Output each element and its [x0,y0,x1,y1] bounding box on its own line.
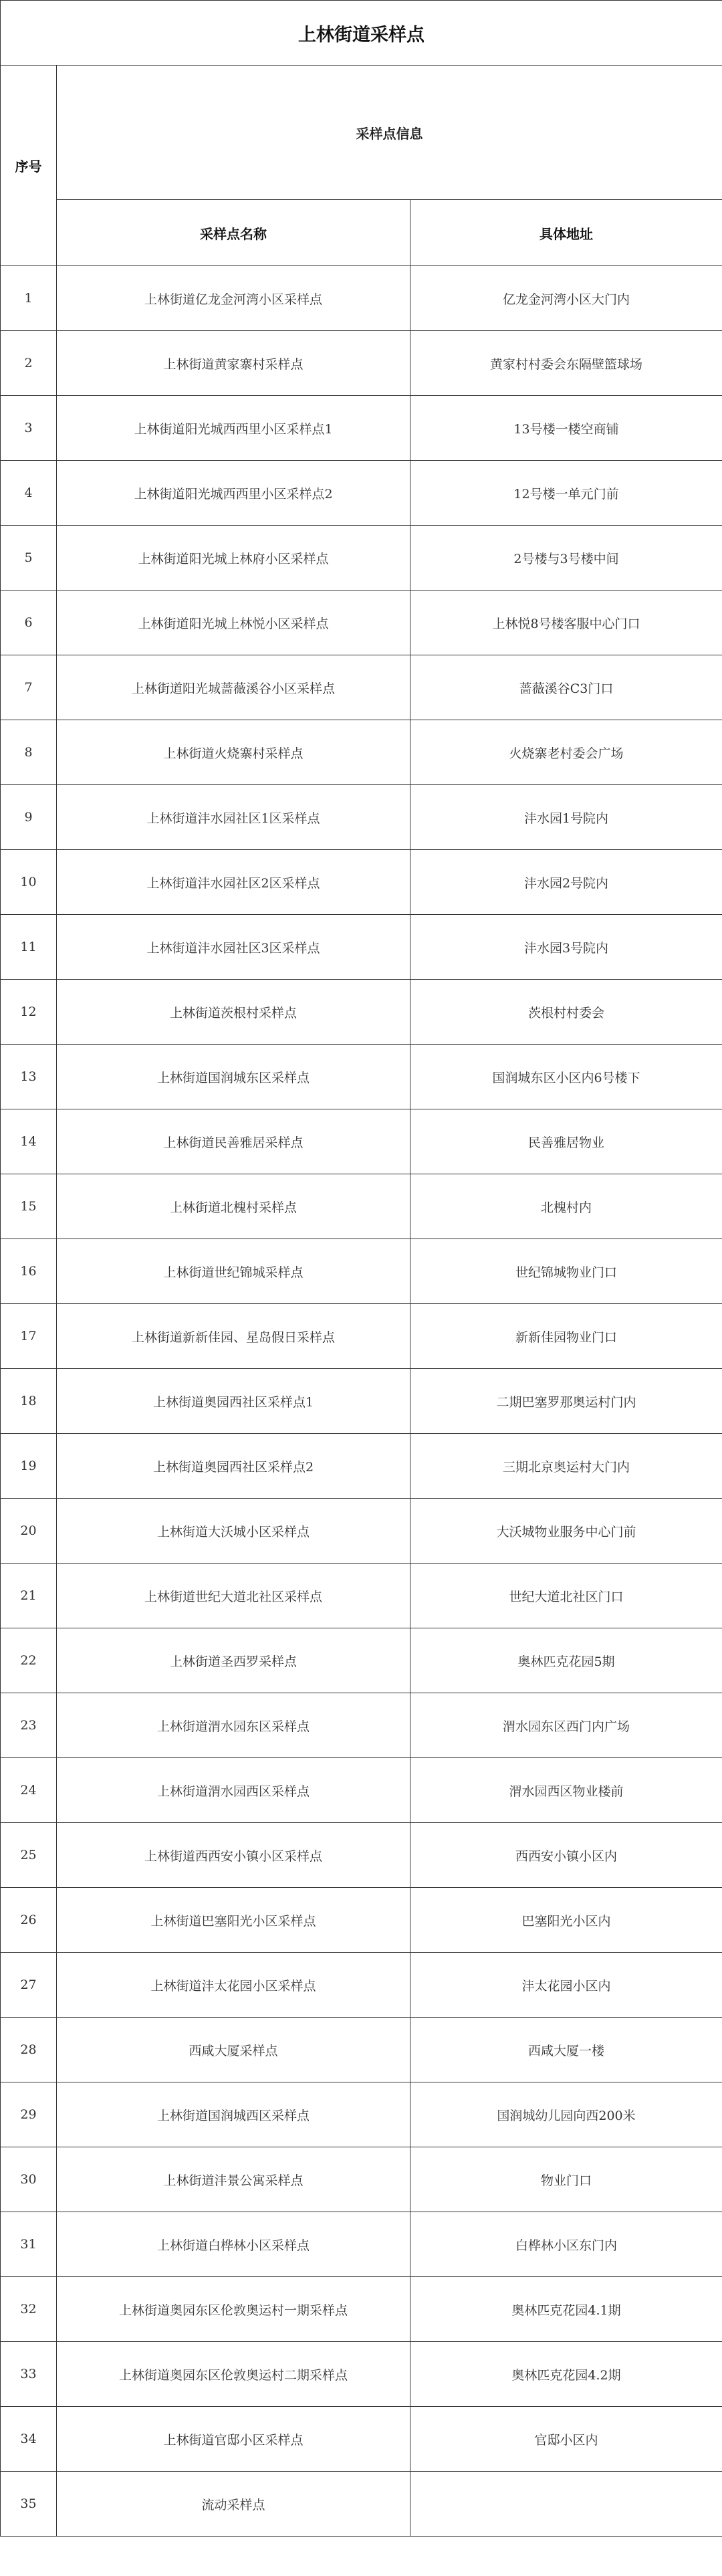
sampling-point-address: 12号楼一单元门前 [410,461,722,526]
sampling-point-name: 流动采样点 [57,2472,410,2537]
sampling-point-name: 上林街道沣水园社区3区采样点 [57,915,410,980]
table-row [1,1693,722,1758]
sampling-point-name: 上林街道亿龙金河湾小区采样点 [57,266,410,331]
row-number: 33 [1,2342,57,2407]
sampling-point-name: 上林街道阳光城西西里小区采样点1 [57,396,410,461]
table-row [1,1953,722,2018]
table-row [1,1045,722,1109]
table-row [1,1564,722,1628]
row-number: 18 [1,1369,57,1434]
sampling-point-name: 上林街道渭水园东区采样点 [57,1693,410,1758]
sampling-point-address: 巴塞阳光小区内 [410,1888,722,1953]
row-number: 9 [1,785,57,850]
table-row [1,331,722,396]
sampling-point-address: 奥林匹克花园5期 [410,1628,722,1693]
sampling-point-name: 上林街道阳光城蔷薇溪谷小区采样点 [57,655,410,720]
row-number: 16 [1,1239,57,1304]
sampling-point-name: 上林街道新新佳园、星岛假日采样点 [57,1304,410,1369]
sampling-point-address: 沣太花园小区内 [410,1953,722,2018]
sampling-point-address: 茨根村村委会 [410,980,722,1045]
row-number: 1 [1,266,57,331]
row-number: 20 [1,1499,57,1564]
sampling-point-name: 上林街道沣太花园小区采样点 [57,1953,410,2018]
table-body [1,266,722,2537]
sampling-point-name: 上林街道阳光城上林府小区采样点 [57,526,410,591]
sampling-point-address: 奥林匹克花园4.2期 [410,2342,722,2407]
table-row [1,1434,722,1499]
sampling-point-name: 上林街道奥园西社区采样点2 [57,1434,410,1499]
sampling-point-address: 西西安小镇小区内 [410,1823,722,1888]
info-group-header: 采样点信息 [57,66,722,200]
table-row [1,1109,722,1174]
row-number: 10 [1,850,57,915]
sampling-point-name: 上林街道巴塞阳光小区采样点 [57,1888,410,1953]
sampling-point-name: 上林街道沣水园社区2区采样点 [57,850,410,915]
sampling-point-address: 北槐村内 [410,1174,722,1239]
sampling-point-name: 上林街道大沃城小区采样点 [57,1499,410,1564]
table-row [1,1174,722,1239]
sampling-point-address: 2号楼与3号楼中间 [410,526,722,591]
sampling-point-address: 黄家村村委会东隔壁篮球场 [410,331,722,396]
address-column-header: 具体地址 [410,200,722,266]
sampling-point-name: 上林街道沣水园社区1区采样点 [57,785,410,850]
row-number: 17 [1,1304,57,1369]
table-row [1,2407,722,2472]
sampling-point-name: 上林街道奥园东区伦敦奥运村二期采样点 [57,2342,410,2407]
sampling-point-name: 上林街道阳光城西西里小区采样点2 [57,461,410,526]
sampling-point-address: 亿龙金河湾小区大门内 [410,266,722,331]
sampling-point-address: 官邸小区内 [410,2407,722,2472]
sampling-point-address: 渭水园东区西门内广场 [410,1693,722,1758]
row-number: 23 [1,1693,57,1758]
table-row [1,1239,722,1304]
row-number: 25 [1,1823,57,1888]
table-row [1,2018,722,2082]
row-number: 4 [1,461,57,526]
column-header-row [1,200,722,266]
sampling-point-address: 沣水园3号院内 [410,915,722,980]
table-row [1,526,722,591]
title-row [1,1,722,66]
sampling-point-name: 上林街道白桦林小区采样点 [57,2212,410,2277]
row-number: 6 [1,591,57,655]
row-number: 24 [1,1758,57,1823]
table-row [1,1888,722,1953]
table-row [1,2342,722,2407]
row-number: 30 [1,2147,57,2212]
sampling-point-name: 上林街道国润城东区采样点 [57,1045,410,1109]
row-number: 31 [1,2212,57,2277]
sampling-point-address: 沣水园2号院内 [410,850,722,915]
sampling-point-name: 上林街道沣景公寓采样点 [57,2147,410,2212]
sampling-point-address: 国润城幼儿园向西200米 [410,2082,722,2147]
seq-header: 序号 [1,66,57,266]
sampling-point-name: 上林街道阳光城上林悦小区采样点 [57,591,410,655]
sampling-point-address: 渭水园西区物业楼前 [410,1758,722,1823]
sampling-point-address: 奥林匹克花园4.1期 [410,2277,722,2342]
table-row [1,1304,722,1369]
row-number: 7 [1,655,57,720]
sampling-point-address: 国润城东区小区内6号楼下 [410,1045,722,1109]
table-row [1,2082,722,2147]
row-number: 26 [1,1888,57,1953]
sampling-point-name: 上林街道国润城西区采样点 [57,2082,410,2147]
table-row [1,461,722,526]
table-row [1,1369,722,1434]
sampling-point-name: 上林街道世纪锦城采样点 [57,1239,410,1304]
sampling-point-name: 上林街道奥园东区伦敦奥运村一期采样点 [57,2277,410,2342]
sampling-point-name: 上林街道民善雅居采样点 [57,1109,410,1174]
sampling-point-address: 沣水园1号院内 [410,785,722,850]
sampling-point-address: 蔷薇溪谷C3门口 [410,655,722,720]
row-number: 8 [1,720,57,785]
sampling-point-name: 上林街道奥园西社区采样点1 [57,1369,410,1434]
sampling-point-name: 上林街道西西安小镇小区采样点 [57,1823,410,1888]
sampling-point-name: 上林街道茨根村采样点 [57,980,410,1045]
name-column-header: 采样点名称 [57,200,410,266]
table-row [1,655,722,720]
row-number: 35 [1,2472,57,2537]
table-row [1,785,722,850]
sampling-point-address: 白桦林小区东门内 [410,2212,722,2277]
row-number: 29 [1,2082,57,2147]
sampling-point-address: 二期巴塞罗那奥运村门内 [410,1369,722,1434]
table-row [1,980,722,1045]
group-header-row [1,66,722,200]
sampling-point-address: 世纪大道北社区门口 [410,1564,722,1628]
row-number: 5 [1,526,57,591]
table-row [1,1823,722,1888]
table-row [1,266,722,331]
sampling-point-address: 物业门口 [410,2147,722,2212]
row-number: 34 [1,2407,57,2472]
sampling-point-address [410,2472,722,2537]
sampling-point-name: 西咸大厦采样点 [57,2018,410,2082]
sampling-point-name: 上林街道火烧寨村采样点 [57,720,410,785]
table-row [1,1499,722,1564]
sampling-point-name: 上林街道圣西罗采样点 [57,1628,410,1693]
row-number: 2 [1,331,57,396]
sampling-point-name: 上林街道渭水园西区采样点 [57,1758,410,1823]
sampling-point-name: 上林街道世纪大道北社区采样点 [57,1564,410,1628]
sampling-point-name: 上林街道官邸小区采样点 [57,2407,410,2472]
row-number: 11 [1,915,57,980]
table-row [1,2212,722,2277]
table-row [1,2147,722,2212]
sampling-point-address: 民善雅居物业 [410,1109,722,1174]
table-row [1,1758,722,1823]
sampling-point-name: 上林街道黄家寨村采样点 [57,331,410,396]
sampling-point-address: 西咸大厦一楼 [410,2018,722,2082]
sampling-point-address: 火烧寨老村委会广场 [410,720,722,785]
sampling-point-address: 大沃城物业服务中心门前 [410,1499,722,1564]
row-number: 28 [1,2018,57,2082]
table-row [1,850,722,915]
sampling-point-address: 世纪锦城物业门口 [410,1239,722,1304]
row-number: 15 [1,1174,57,1239]
sampling-point-name: 上林街道北槐村采样点 [57,1174,410,1239]
row-number: 32 [1,2277,57,2342]
row-number: 14 [1,1109,57,1174]
sampling-point-address: 三期北京奥运村大门内 [410,1434,722,1499]
table-row [1,915,722,980]
row-number: 27 [1,1953,57,2018]
row-number: 21 [1,1564,57,1628]
row-number: 12 [1,980,57,1045]
row-number: 22 [1,1628,57,1693]
sampling-point-address: 13号楼一楼空商铺 [410,396,722,461]
table-row [1,2277,722,2342]
sampling-point-address: 上林悦8号楼客服中心门口 [410,591,722,655]
table-row [1,720,722,785]
row-number: 13 [1,1045,57,1109]
sampling-point-address: 新新佳园物业门口 [410,1304,722,1369]
row-number: 3 [1,396,57,461]
table-row [1,1628,722,1693]
table-row [1,2472,722,2537]
table-title: 上林街道采样点 [1,1,722,66]
table-row [1,396,722,461]
row-number: 19 [1,1434,57,1499]
table-row [1,591,722,655]
